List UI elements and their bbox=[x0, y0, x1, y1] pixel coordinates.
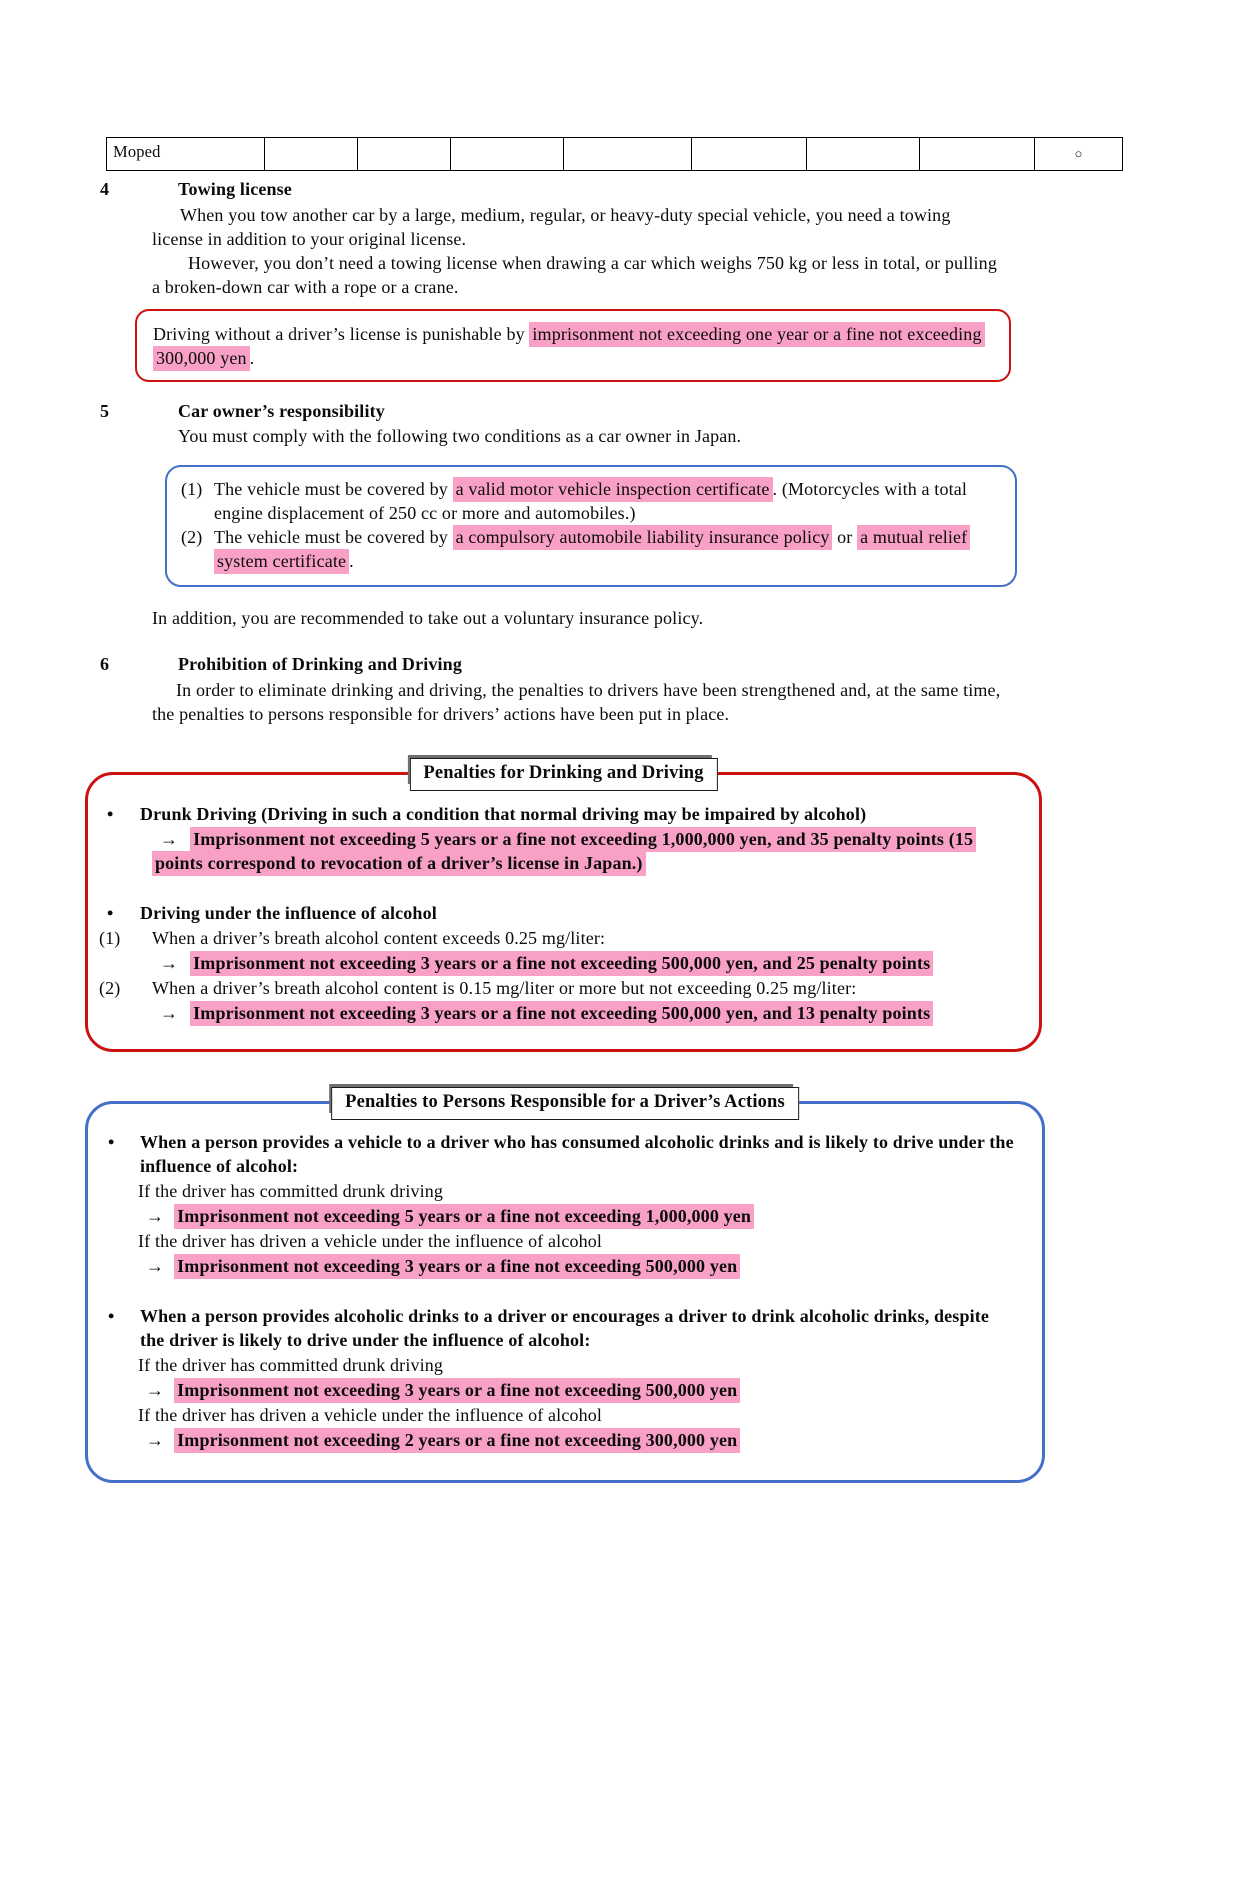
car-owner-conditions-box bbox=[165, 465, 1017, 587]
condition-item-2 bbox=[181, 525, 999, 573]
table-cell bbox=[920, 138, 1035, 171]
condition-2-text-end: . bbox=[349, 551, 354, 571]
condition-2-highlight-1: a compulsory automobile liability insurance policy bbox=[453, 525, 833, 550]
spacer bbox=[108, 1278, 1016, 1304]
note-highlight: imprisonment not exceeding one year or a fine not exceeding 300,000 yen bbox=[153, 322, 985, 371]
drinking-driving-penalties-box bbox=[85, 763, 1042, 1052]
condition-2-highlight-2: a mutual relief system certificate bbox=[214, 525, 970, 574]
arrow-icon: → bbox=[146, 1380, 165, 1400]
bullet-icon: • bbox=[107, 804, 114, 824]
section5-heading bbox=[100, 399, 1240, 423]
group1-penalty-1-highlight: Imprisonment not exceeding 5 years or a fine not exceeding 1,000,000 yen bbox=[174, 1204, 754, 1229]
table-row-moped bbox=[107, 138, 1123, 171]
drunk-driving-penalty-highlight: Imprisonment not exceeding 5 years or a fine not exceeding 1,000,000 yen, and 35 penalty points (15 points correspond to revocation of a driver’s license in Japan.) bbox=[152, 827, 976, 876]
section5-number: 5 bbox=[100, 401, 110, 421]
section6-paragraph: In order to eliminate drinking and driving, the penalties to drivers have been strengthened and, at the same time, the penalties to persons responsible for drivers’ actions have been put in place. bbox=[152, 680, 1001, 724]
bullet-icon: • bbox=[108, 1132, 115, 1152]
group2-influence-case: If the driver has driven a vehicle under the influence of alcohol bbox=[138, 1405, 603, 1425]
arrow-icon: → bbox=[146, 1256, 165, 1276]
voluntary-insurance-note: In addition, you are recommended to take out a voluntary insurance policy. bbox=[152, 608, 704, 628]
condition-1-highlight: a valid motor vehicle inspection certificate bbox=[453, 477, 773, 502]
bullet-icon: • bbox=[108, 1306, 115, 1326]
spacer bbox=[105, 875, 1013, 901]
group1-penalty-1 bbox=[108, 1204, 1016, 1228]
condition-1-text: The vehicle must be covered by bbox=[214, 479, 453, 499]
condition-1-label: (1) bbox=[181, 479, 203, 499]
section4-paragraph-1: When you tow another car by a large, medium, regular, or heavy-duty special vehicle, you need a towing license in addition to your original license. bbox=[152, 205, 951, 249]
arrow-icon: → bbox=[146, 1206, 165, 1226]
arrow-icon: → bbox=[160, 1003, 179, 1023]
bullet-icon: • bbox=[107, 903, 114, 923]
section4-number: 4 bbox=[100, 179, 110, 199]
table-cell bbox=[692, 138, 807, 171]
provide-drinks-bullet bbox=[108, 1304, 1016, 1352]
document-page bbox=[0, 137, 1240, 1892]
table-cell bbox=[564, 138, 692, 171]
case-2-text: When a driver’s breath alcohol content is 0.15 mg/liter or more but not exceeding 0.25 mg/liter: bbox=[152, 978, 857, 998]
provide-vehicle-bullet bbox=[108, 1130, 1016, 1178]
condition-2-label: (2) bbox=[181, 527, 203, 547]
breath-alcohol-case-1 bbox=[99, 926, 1013, 950]
group2-penalty-2-highlight: Imprisonment not exceeding 2 years or a fine not exceeding 300,000 yen bbox=[174, 1428, 740, 1453]
section6-title: Prohibition of Drinking and Driving bbox=[178, 654, 462, 674]
drunk-driving-bullet bbox=[105, 802, 1013, 826]
license-class-table bbox=[106, 137, 1123, 171]
provide-vehicle-text: When a person provides a vehicle to a driver who has consumed alcoholic drinks and is likely to drive under the influence of alcohol: bbox=[140, 1132, 1014, 1176]
group1-drunk-driving-case: If the driver has committed drunk driving bbox=[138, 1181, 444, 1201]
section5-title: Car owner’s responsibility bbox=[178, 401, 385, 421]
provide-drinks-text: When a person provides alcoholic drinks to a driver or encourages a driver to drink alcoholic drinks, despite the driver is likely to drive under the influence of alcohol: bbox=[140, 1306, 990, 1350]
influence-driving-text: Driving under the influence of alcohol bbox=[140, 903, 437, 923]
responsible-persons-penalties-box bbox=[85, 1092, 1045, 1483]
condition-1-text-end: . (Motorcycles with a total engine displacement of 250 cc or more and automobiles.) bbox=[214, 479, 968, 523]
influence-driving-bullet bbox=[105, 901, 1013, 925]
drunk-driving-penalty bbox=[105, 827, 1013, 875]
section5-intro: You must comply with the following two conditions as a car owner in Japan. bbox=[178, 426, 742, 446]
group2-penalty-1-highlight: Imprisonment not exceeding 3 years or a fine not exceeding 500,000 yen bbox=[174, 1378, 740, 1403]
condition-2-text-mid: or bbox=[832, 527, 858, 547]
section4-paragraph-2: However, you don’t need a towing license when drawing a car which weighs 750 kg or less in total, or pulling a broken-down car with a rope or a crane. bbox=[152, 253, 997, 297]
case-1-penalty bbox=[105, 951, 1013, 975]
group2-penalty-1 bbox=[108, 1378, 1016, 1402]
table-cell bbox=[265, 138, 358, 171]
case-1-penalty-highlight: Imprisonment not exceeding 3 years or a fine not exceeding 500,000 yen, and 25 penalty points bbox=[190, 951, 933, 976]
case-2-penalty-highlight: Imprisonment not exceeding 3 years or a fine not exceeding 500,000 yen, and 13 penalty points bbox=[190, 1001, 933, 1026]
arrow-icon: → bbox=[146, 1430, 165, 1450]
group2-penalty-2 bbox=[108, 1428, 1016, 1452]
section6-number: 6 bbox=[100, 654, 110, 674]
note-text: Driving without a driver’s license is punishable by bbox=[153, 324, 530, 344]
condition-2-text: The vehicle must be covered by bbox=[214, 527, 453, 547]
unlicensed-driving-penalty-box bbox=[135, 309, 1011, 382]
table-cell bbox=[358, 138, 451, 171]
drinking-driving-penalties-title: Penalties for Drinking and Driving bbox=[409, 758, 717, 791]
table-cell-circle-mark: ○ bbox=[1035, 138, 1123, 171]
section4-title: Towing license bbox=[178, 179, 292, 199]
case-1-label: (1) bbox=[99, 928, 121, 948]
case-2-label: (2) bbox=[99, 978, 121, 998]
group1-penalty-2-highlight: Imprisonment not exceeding 3 years or a fine not exceeding 500,000 yen bbox=[174, 1254, 740, 1279]
condition-item-1 bbox=[181, 477, 999, 525]
case-2-penalty bbox=[105, 1001, 1013, 1025]
responsible-persons-penalties-title: Penalties to Persons Responsible for a Driver’s Actions bbox=[331, 1087, 799, 1120]
group1-influence-case: If the driver has driven a vehicle under the influence of alcohol bbox=[138, 1231, 603, 1251]
arrow-icon: → bbox=[160, 829, 179, 849]
group2-drunk-driving-case: If the driver has committed drunk driving bbox=[138, 1355, 444, 1375]
arrow-icon: → bbox=[160, 953, 179, 973]
section4-heading bbox=[100, 177, 1240, 201]
drunk-driving-text: Drunk Driving (Driving in such a condition that normal driving may be impaired by alcohol) bbox=[140, 804, 867, 824]
note-text-end: . bbox=[249, 348, 255, 368]
table-cell bbox=[807, 138, 920, 171]
table-cell bbox=[451, 138, 564, 171]
section6-heading bbox=[100, 652, 1240, 676]
table-cell-moped: Moped bbox=[107, 138, 265, 171]
case-1-text: When a driver’s breath alcohol content exceeds 0.25 mg/liter: bbox=[152, 928, 606, 948]
breath-alcohol-case-2 bbox=[99, 976, 1013, 1000]
group1-penalty-2 bbox=[108, 1254, 1016, 1278]
